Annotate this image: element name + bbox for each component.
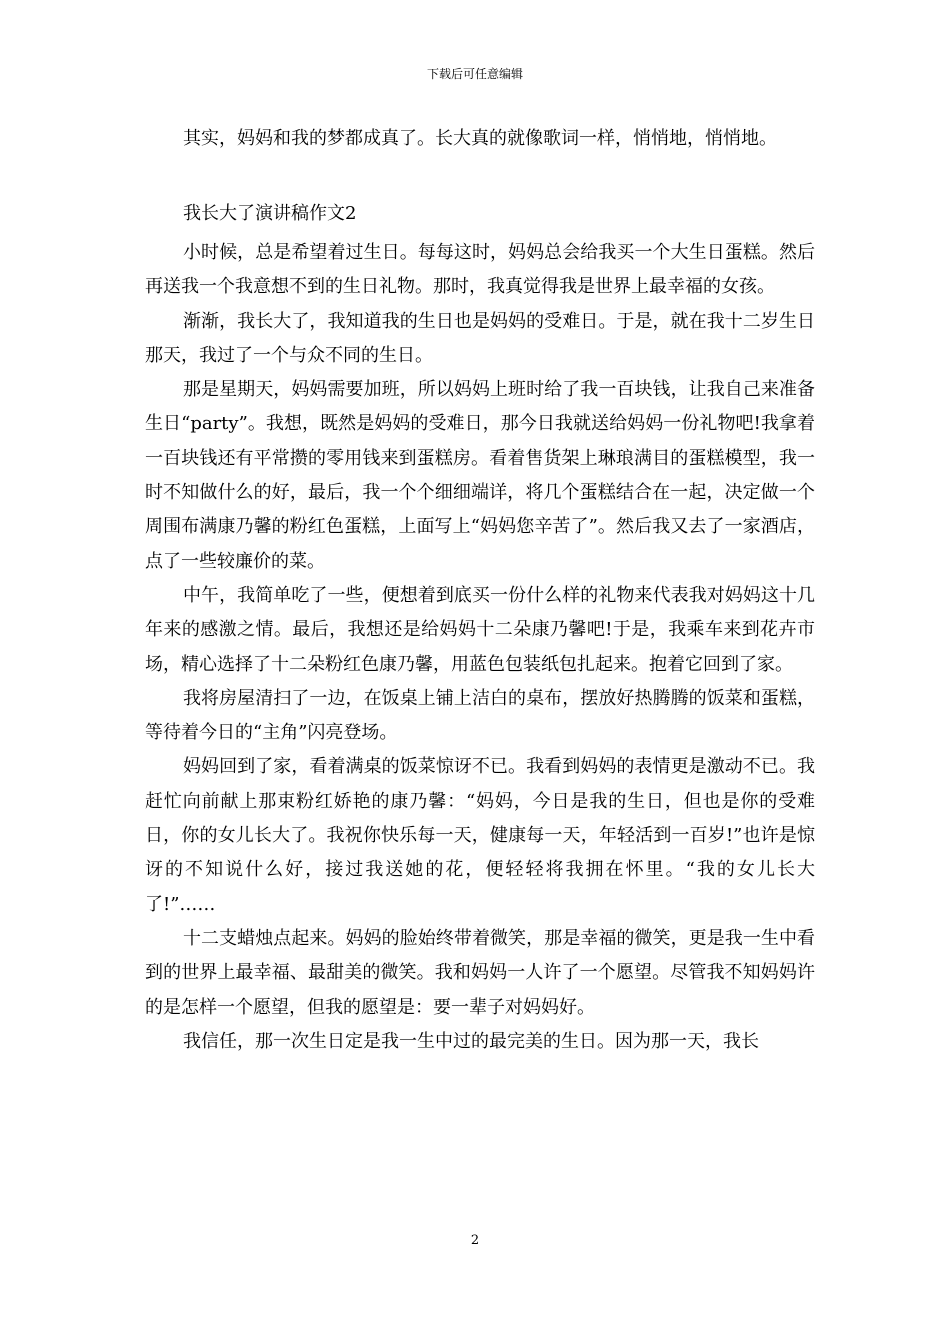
paragraph: 中午，我简单吃了一些，便想着到底买一份什么样的礼物来代表我对妈妈这十几年来的感激之情。最后，我想还是给妈妈十二朵康乃馨吧!于是，我乘车来到花卉市场，精心选择了十二朵粉红色康乃馨，用蓝色包装纸包扎起来。抱着它回到了家。 (145, 584, 815, 675)
header-note: 下载后可任意编辑 (426, 67, 523, 81)
essay-title: 我长大了演讲稿作文2 (183, 203, 357, 224)
paragraph: 十二支蜡烛点起来。妈妈的脸始终带着微笑，那是幸福的微笑，更是我一生中看到的世界上最幸福、最甜美的微笑。我和妈妈一人许了一个愿望。尽管我不知妈妈许的是怎样一个愿望，但我的愿望是：要一辈子对妈妈好。 (145, 927, 815, 1018)
page-number: 2 (470, 1233, 480, 1248)
paragraph: 我将房屋清扫了一边，在饭桌上铺上洁白的桌布，摆放好热腾腾的饭菜和蛋糕，等待着今日的“主角”闪亮登场。 (145, 687, 815, 744)
paragraph: 那是星期天，妈妈需要加班，所以妈妈上班时给了我一百块钱，让我自己来准备生日“party”。我想，既然是妈妈的受难日，那今日我就送给妈妈一份礼物吧!我拿着一百块钱还有平常攒的零用钱来到蛋糕房。看着售货架上琳琅满目的蛋糕模型，我一时不知做什么的好，最后，我一个个细细端详，将几个蛋糕结合在一起，决定做一个周围布满康乃馨的粉红色蛋糕，上面写上“妈妈您辛苦了”。然后我又去了一家酒店，点了一些较廉价的菜。 (145, 379, 815, 572)
paragraph: 渐渐，我长大了，我知道我的生日也是妈妈的受难日。于是，就在我十二岁生日那天，我过了一个与众不同的生日。 (145, 310, 815, 366)
paragraph: 小时候，总是希望着过生日。每每这时，妈妈总会给我买一个大生日蛋糕。然后再送我一个我意想不到的生日礼物。那时，我真觉得我是世界上最幸福的女孩。 (145, 242, 815, 298)
paragraph: 我信任，那一次生日定是我一生中过的最完美的生日。因为那一天，我长 (183, 1030, 759, 1052)
essay-body (145, 236, 815, 1059)
paragraph: 妈妈回到了家，看着满桌的饭菜惊讶不已。我看到妈妈的表情更是激动不已。我赶忙向前献上那束粉红娇艳的康乃馨：“妈妈，今日是我的生日，但也是你的受难日，你的女儿长大了。我祝你快乐每一天，健康每一天，年轻活到一百岁!”也许是惊讶的不知说什么好，接过我送她的花，便轻轻将我拥在怀里。“我的女儿长大了!”…… (145, 756, 815, 915)
intro-line: 其实，妈妈和我的梦都成真了。长大真的就像歌词一样，悄悄地，悄悄地。 (183, 128, 777, 149)
